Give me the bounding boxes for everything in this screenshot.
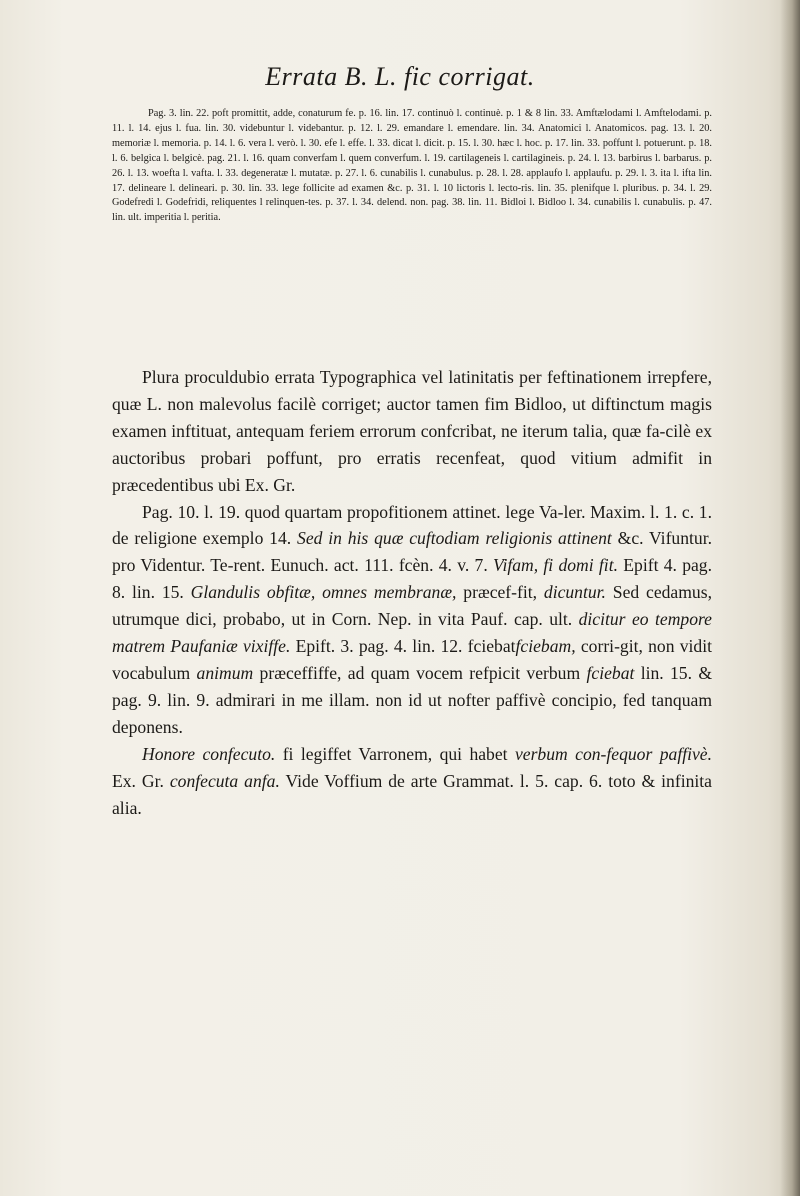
page-title: Errata B. L. fic corrigat.	[265, 62, 535, 91]
italic-quote: fciebat	[586, 662, 635, 683]
italic-quote: dicuntur.	[543, 582, 606, 603]
text-run: præcef-fit,	[463, 582, 538, 603]
text-run: lin. 15. & pag. 9. lin. 9. admirari in me illam. non id ut nofter paffivè concipio, fed tanquam deponens.	[112, 662, 713, 737]
italic-quote: confecuta anfa.	[169, 770, 280, 791]
italic-quote: Honore confecuto.	[142, 743, 276, 764]
italic-quote: Sed in his quæ cuftodiam religionis attinent	[297, 528, 612, 549]
text-run: Ex. Gr.	[112, 770, 164, 791]
text-run: &c. Vifuntur. pro Videntur. Te-rent. Eunuch. act. 111. fcèn. 4. v. 7.	[112, 528, 712, 576]
page-edge-shadow	[780, 0, 800, 1196]
errata-paragraph: Pag. 3. lin. 22. poft promittit, adde, conaturum fe. p. 16. lin. 17. continuò l. continuè. p. 1 & 8 lin. 33. Amftælodami l. Amftelodami. p. 11. l. 14. ejus l. fua. lin. 30. videbuntur l. videbantur. p. 12. l. 29. emandare l. emendare. lin. 34. Anatomici l. Anatomicos. pag. 13. l. 20. memoriæ l. memoria. p. 14. l. 6. vera l. verò. l. 30. efe l. effe. l. 33. dicat l. dicit. p. 15. l. 30. hæc l. hoc. p. 17. lin. 33. poffunt l. potuerunt. p. 18. l. 6. belgica l. belgicè. pag. 21. l. 16. quam converfam l. quem converfum. l. 19. cartilageneis l. cartilagineis. p. 24. l. 13. barbirus l. barbarus. p. 26. l. 13. woefta l. vafta. l. 33. degeneratæ l. mutatæ. p. 27. l. 6. cunabilis l. cunabulus. p. 28. l. 28. applaufo l. applaufu. p. 29. l. 3. ita l. ifta lin. 17. delineare l. delineari. p. 30. lin. 33. lege follicite ad examen &c. p. 31. l. 10 lictoris l. lecto-ris. lin. 35. plenifque l. pluribus. p. 34. l. 29. Godefredi l. Godefridi, reliquentes l relinquen-tes. p. 37. l. 34. delend. non. pag. 38. lin. 11. Bidloi l. Bidloo l. 34. cunabilis l. cunabulis. p. 47. lin. ult. imperitia l. peritia.	[112, 108, 712, 224]
text-run: Epift. 3. pag. 4. lin. 12. fciebat	[295, 636, 516, 657]
text-run: Pag. 10. l. 19. quod quartam propofitionem attinet. lege Va-ler. Maxim. l. 1. c. 1. de religione exemplo 14.	[112, 501, 712, 549]
italic-quote: verbum con-fequor paffivè.	[514, 743, 712, 764]
main-text	[112, 364, 712, 821]
text-run: præceffiffe, ad quam vocem refpicit verbum	[259, 662, 581, 683]
italic-quote: Vifam, fi domi fit.	[493, 555, 618, 576]
body-paragraph-2	[112, 499, 712, 741]
body-paragraph-1: Plura proculdubio errata Typographica vel latinitatis per feftinationem irrepfere, quæ L. non malevolus facilè corriget; auctor tamen fim Bidloo, ut diftinctum magis examen inftituat, antequam feriem errorum confcribat, ne iterum talia, quæ fa-cilè ex auctoribus probari poffunt, pro erratis recenfeat, quod vitium admifit in præcedentibus ubi Ex. Gr.	[112, 367, 712, 495]
text-run: Vide Voffium de arte Grammat. l. 5. cap. 6. toto & infinita alia.	[112, 770, 712, 818]
italic-quote: Glandulis obfitæ, omnes membranæ,	[190, 582, 457, 603]
text-run: fi legiffet Varronem, qui habet	[282, 743, 508, 764]
errata-list	[112, 107, 712, 226]
text-run: Epift 4. pag. 8. lin. 15.	[112, 555, 712, 603]
italic-quote: fciebam,	[515, 636, 576, 657]
italic-quote: dicitur eo tempore matrem Paufaniæ vixiffe.	[112, 609, 712, 657]
text-run: corri-git, non vidit vocabulum	[112, 636, 712, 683]
text-run: Sed cedamus, utrumque dici, probabo, ut in Corn. Nep. in vita Pauf. cap. ult.	[112, 582, 712, 630]
italic-quote: animum	[196, 662, 254, 683]
body-paragraph-3	[112, 741, 712, 822]
